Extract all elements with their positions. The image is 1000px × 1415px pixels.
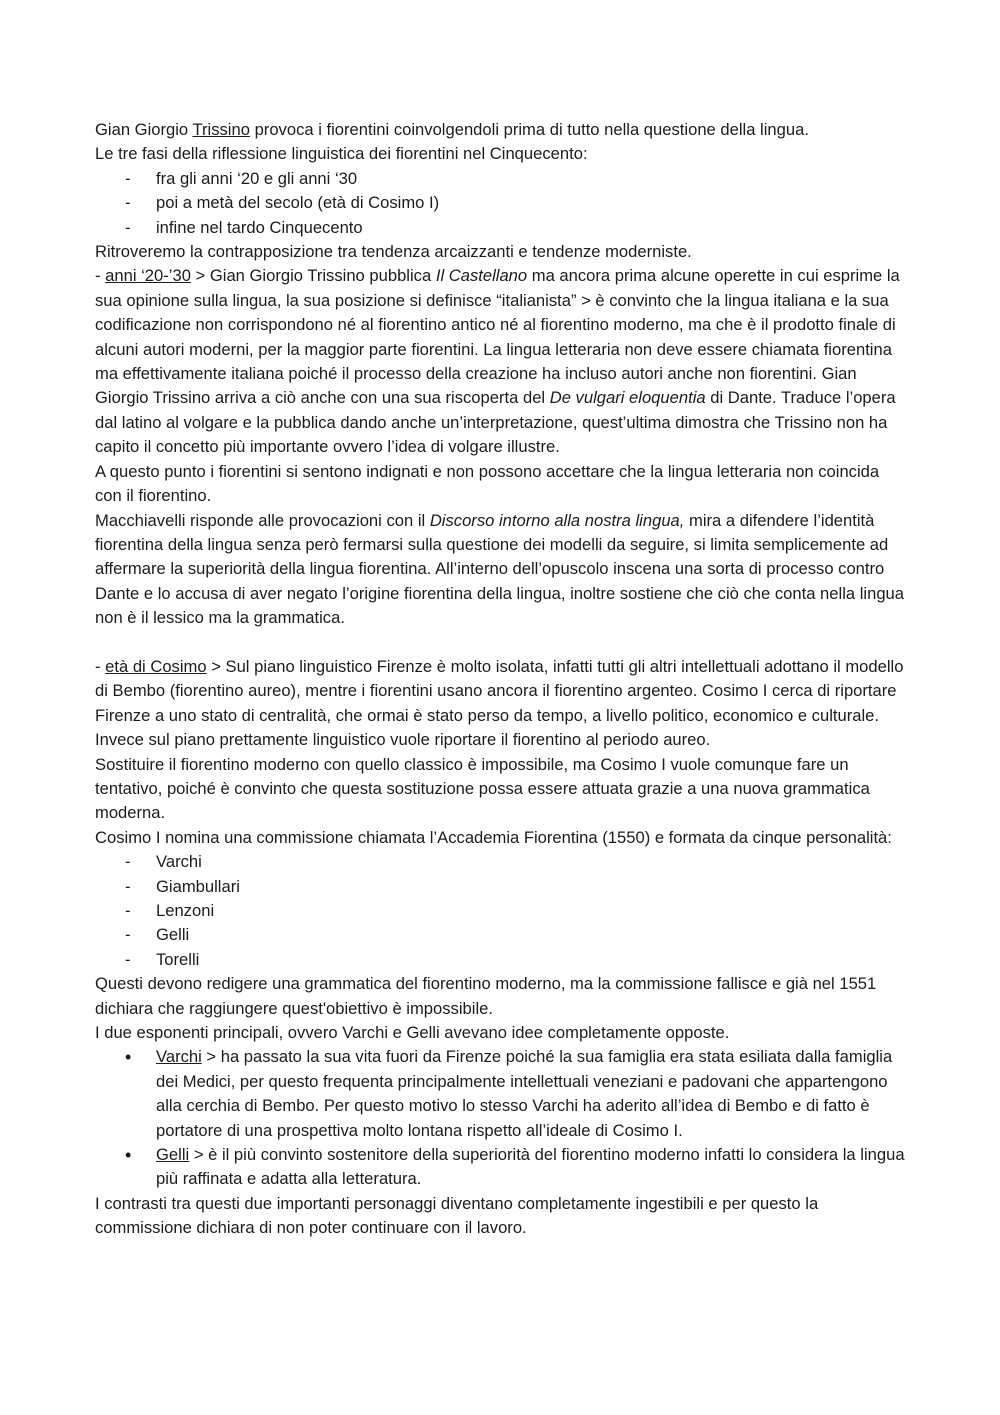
paragraph-sostituire: Sostituire il fiorentino moderno con quello classico è impossibile, ma Cosimo I vuole comunque fare un tentativo, poiché è convinto che questa sostituzione possa essere attuata grazie a una nuova grammatica moderna. — [95, 754, 870, 823]
title-discorso: Discorso intorno alla nostra lingua, — [429, 510, 685, 530]
paragraph-esponenti: I due esponenti principali, ovvero Varchi e Gelli avevano idee completamente opposte. — [95, 1023, 730, 1043]
paragraph-contrast: Ritroveremo la contrapposizione tra tendenza arcaizzanti e tendenze moderniste. — [95, 242, 692, 262]
blank-line — [95, 631, 907, 655]
dash-prefix: - — [95, 266, 106, 286]
dash-prefix: - — [95, 656, 106, 676]
intro-text-end: provoca i fiorentini coinvolgendoli prima di tutto nella questione della lingua. — [249, 120, 809, 139]
list-item: - Torelli — [95, 948, 907, 972]
paragraph-phases-intro: Le tre fasi della riflessione linguistica dei fiorentini nel Cinquecento: — [95, 144, 588, 164]
paragraph-intro — [95, 118, 907, 142]
list-item: - Gelli — [95, 923, 907, 947]
intro-text: Gian Giorgio — [95, 120, 193, 139]
title-de-vulgari-eloquentia: De vulgari eloquentia — [549, 388, 706, 408]
esponenti-list — [95, 1045, 907, 1191]
list-item: - fra gli anni ‘20 e gli anni ‘30 — [95, 167, 907, 191]
section-heading-cosimo: età di Cosimo — [105, 656, 207, 676]
list-item-varchi — [95, 1045, 907, 1143]
paragraph-contrasti: I contrasti tra questi due importanti personaggi diventano completamente ingestibili e per questo la commissione dichiara di non poter continuare con il lavoro. — [95, 1193, 819, 1238]
title-il-castellano: Il Castellano — [435, 266, 528, 286]
list-item: - poi a metà del secolo (età di Cosimo I) — [95, 191, 907, 215]
text-run: di Dante. Traduce l’opera dal latino al volgare e la pubblica dando anche un’interpretazione, quest’ultima dimostra che Trissino non ha capito il concetto più importante ovvero l’idea di volgare illustre. — [95, 388, 896, 457]
paragraph-grammatica: Questi devono redigere una grammatica del fiorentino moderno, ma la commissione fallisce e già nel 1551 dichiara che raggiungere quest'obiettivo è impossibile. — [95, 974, 877, 1018]
paragraph-macchiavelli — [95, 509, 907, 631]
paragraph-indignati: A questo punto i fiorentini si sentono indignati e non possono accettare che la lingua letteraria non coincida con il fiorentino. — [95, 461, 880, 506]
name-varchi: Varchi — [156, 1047, 202, 1067]
paragraph-commissione: Cosimo I nomina una commissione chiamata l’Accademia Fiorentina (1550) e formata da cinque personalità: — [95, 827, 892, 847]
trissino-underlined: Trissino — [192, 120, 250, 139]
phases-list — [95, 167, 907, 240]
list-item-gelli — [95, 1143, 907, 1192]
text-run: > ha passato la sua vita fuori da Firenze poiché la sua famiglia era stata esiliata dalla famiglia dei Medici, per questo frequenta principalmente intellettuali veneziani e padovani che appartengono alla cerchia di Bembo. Per questo motivo lo stesso Varchi ha aderito all’idea di Bembo e di fatto è portatore di una prospettiva molto lontana rispetto all’ideale di Cosimo I. — [156, 1047, 893, 1140]
text-run: mira a difendere l’identità fiorentina della lingua senza però fermarsi sulla questione dei modelli da seguire, si limita semplicemente ad affermare la superiorità della lingua fiorentina. All’interno dell’opuscolo inscena una sorta di processo contro Dante e lo accusa di aver negato l’origine fiorentina della lingua, inoltre sostiene che ciò che conta nella lingua non è il lessico ma la grammatica. — [95, 510, 905, 628]
list-item: - Varchi — [95, 850, 907, 874]
list-item: - infine nel tardo Cinquecento — [95, 216, 907, 240]
text-run: ma ancora prima alcune operette in cui esprime la sua opinione sulla lingua, la sua posizione si definisce “italianista” > è convinto che la lingua italiana e la sua codificazione non corrispondono né al fiorentino antico né al fiorentino moderno, ma che è il prodotto finale di alcuni autori moderni, per la maggior parte fiorentini. La lingua letteraria non deve essere chiamata fiorentina ma effettivamente italiana poiché il processo della creazione ha incluso autori anche non fiorentini. Gian Giorgio Trissino arriva a ciò anche con una sua riscoperta del — [95, 266, 900, 408]
list-item: - Giambullari — [95, 875, 907, 899]
text-run: Macchiavelli risponde alle provocazioni con il — [95, 510, 430, 530]
document-body — [95, 118, 907, 1241]
paragraph-eta-cosimo — [95, 655, 907, 753]
text-run: > Sul piano linguistico Firenze è molto isolata, infatti tutti gli altri intellettuali adottano il modello di Bembo (fiorentino aureo), mentre i fiorentini usano ancora il fiorentino argenteo. Cosimo I cerca di riportare Firenze a uno stato di centralità, che ormai è stato perso da tempo, a livello politico, economico e culturale. Invece sul piano prettamente linguistico vuole riportare il fiorentino al periodo aureo. — [95, 656, 904, 750]
personalities-list — [95, 850, 907, 972]
text-run: > Gian Giorgio Trissino pubblica — [190, 266, 436, 286]
text-run: > è il più convinto sostenitore della superiorità del fiorentino moderno infatti lo considera la lingua più raffinata e adatta alla letteratura. — [156, 1145, 905, 1189]
name-gelli: Gelli — [156, 1145, 190, 1165]
list-item: - Lenzoni — [95, 899, 907, 923]
paragraph-anni-20-30 — [95, 264, 907, 459]
section-heading-anni: anni ‘20-’30 — [105, 266, 191, 286]
